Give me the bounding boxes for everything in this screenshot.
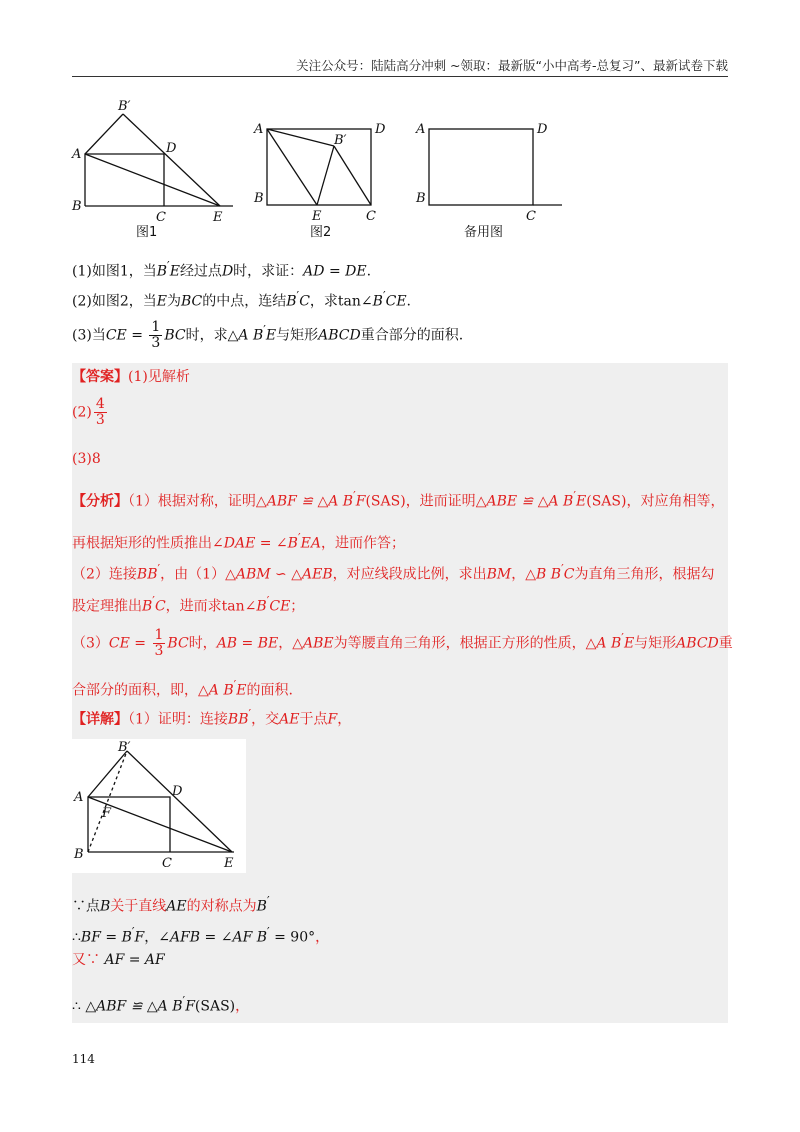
answer-line-2: (2) $\frac{4}{3}$	[72, 396, 105, 428]
analysis-line-1: 【分析】（1）根据对称，证明△ABF ≌ △A B′F(SAS)，进而证明△ABE ≌ △A B′E(SAS)，对应角相等，	[72, 489, 725, 510]
detail-step-2: ∴BF = B′F，∠AFB = ∠AF B′ = 90°，	[72, 925, 330, 946]
fig3-label-a: A	[416, 122, 426, 137]
answer-box	[72, 363, 733, 1023]
figure-4	[72, 739, 246, 873]
fig2-caption: 图2	[310, 225, 332, 240]
fig4-label-e: E	[224, 856, 234, 871]
analysis-line-6: 合部分的面积，即，△A B′E的面积.	[72, 678, 293, 699]
figure-1	[68, 96, 240, 240]
analysis-line-2: 再根据矩形的性质推出∠DAE = ∠B′EA，进而作答；	[72, 531, 405, 552]
question-1: (1)如图1，当B′E经过点D时，求证：AD = DE.	[72, 259, 372, 280]
header-rule	[72, 76, 728, 77]
fig4-label-b: B	[74, 847, 84, 862]
fig2-label-b: B	[254, 191, 264, 206]
fig2-label-d: D	[375, 122, 386, 137]
fig4-label-d: D	[172, 784, 183, 799]
page-number: 114	[72, 1052, 95, 1066]
detail-step-4: ∴ △ABF ≌ △A B′F(SAS)，	[72, 994, 250, 1015]
figure-3	[412, 110, 572, 240]
fig1-caption: 图1	[136, 225, 158, 240]
analysis-line-5: （3）CE = $\frac{1}{3}$ BC时，AB = BE，△ABE为等腰直角三角形，根据正方形的性质，△A B′E与矩形ABCD重	[72, 627, 733, 660]
fig3-label-c: C	[526, 209, 536, 224]
fig4-label-f: F	[102, 806, 112, 821]
fig1-label-d: D	[166, 141, 177, 156]
fig2-label-bprime: B′	[334, 133, 347, 148]
fig4-label-bprime: B′	[118, 740, 131, 755]
fig3-label-d: D	[537, 122, 548, 137]
fig3-caption: 备用图	[464, 225, 504, 240]
figure-2	[250, 110, 400, 240]
answer-line-1: 【答案】(1)见解析	[72, 369, 190, 385]
fig1-label-bprime: B′	[118, 99, 131, 114]
fig1-label-c: C	[156, 210, 166, 225]
fig3-label-b: B	[416, 191, 426, 206]
detail-line-1: 【详解】（1）证明：连接BB′，交AE于点F，	[72, 707, 352, 728]
detail-step-3: 又∵ AF = AF	[72, 952, 165, 968]
detail-step-1: ∵点B关于直线AE的对称点为B′	[72, 894, 270, 915]
fig2-label-a: A	[254, 122, 264, 137]
fig1-label-b: B	[72, 199, 82, 214]
fig2-label-c: C	[366, 209, 376, 224]
analysis-line-3: （2）连接BB′，由（1）△ABM ∽ △AEB，对应线段成比例，求出BM，△B B′C为直角三角形，根据勾	[72, 562, 715, 583]
page-header: 关注公众号：陆陆高分冲刺 ~领取：最新版“小中高考-总复习”、最新试卷下载	[296, 58, 728, 73]
fig1-label-e: E	[213, 210, 223, 225]
fig2-label-e: E	[312, 209, 322, 224]
question-2: (2)如图2，当E为BC的中点，连结B′C，求tan∠B′CE.	[72, 289, 411, 310]
question-3: (3)当CE = $\frac{1}{3}$ BC时，求△A B′E与矩形ABCD重合部分的面积.	[72, 319, 464, 352]
answer-line-3: (3)8	[72, 451, 101, 467]
analysis-line-4: 股定理推出B′C，进而求tan∠B′CE；	[72, 594, 305, 615]
fig1-label-a: A	[72, 147, 82, 162]
fig4-label-a: A	[74, 790, 84, 805]
fig4-label-c: C	[162, 856, 172, 871]
